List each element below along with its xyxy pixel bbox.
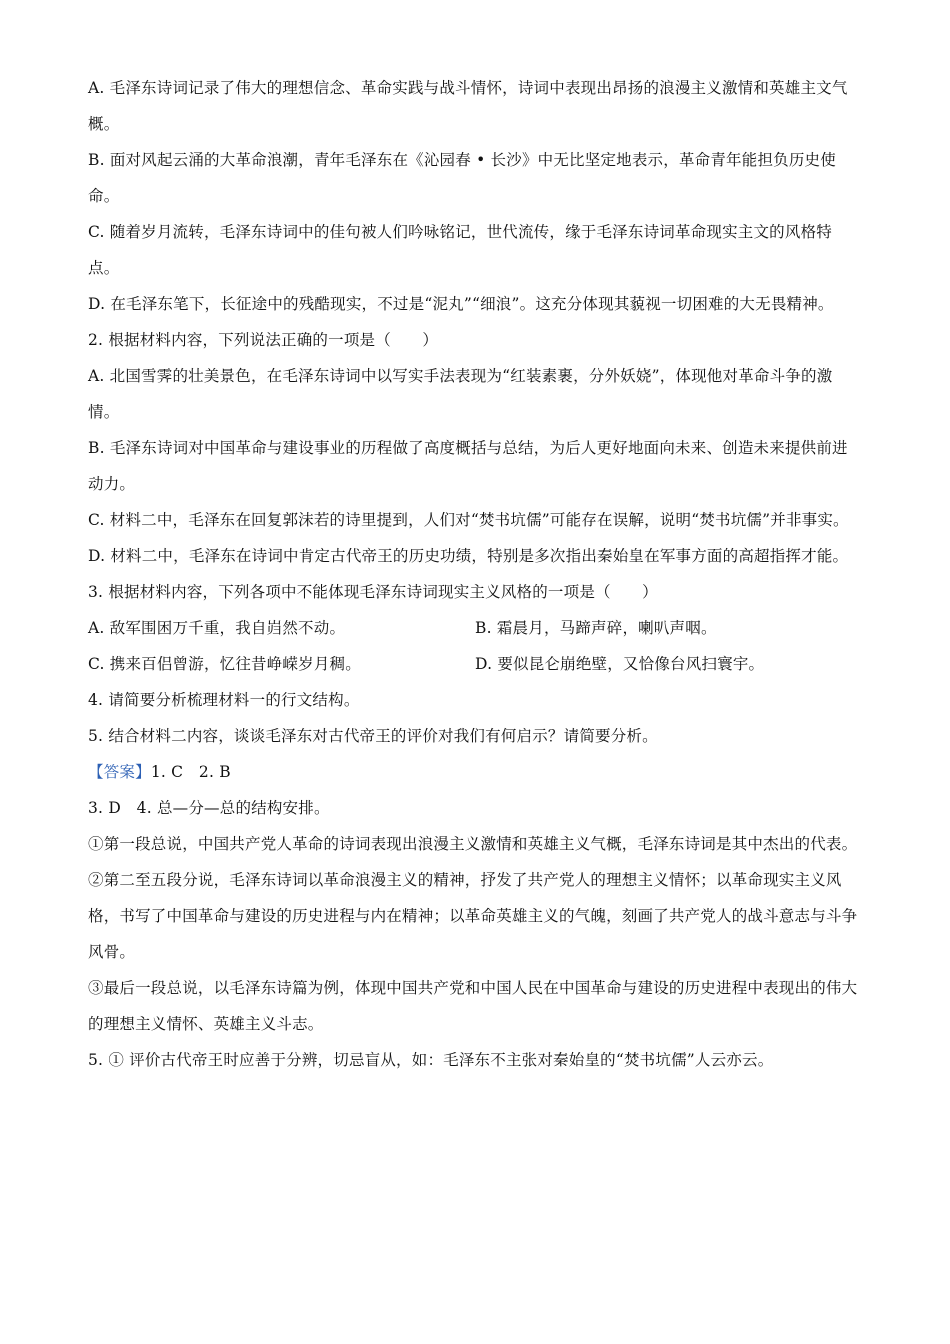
q2-option-b: B. 毛泽东诗词对中国革命与建设事业的历程做了高度概括与总结，为后人更好地面向未来、创造未来提供前进动力。 <box>88 439 848 493</box>
document-page <box>88 70 863 1078</box>
answer-line-2: 3. D 4. 总—分—总的结构安排。 <box>88 799 330 817</box>
answer-paragraph-3: ③最后一段总说，以毛泽东诗篇为例，体现中国共产党和中国人民在中国革命与建设的历史进程中表现出的伟大的理想主义情怀、英雄主义斗志。 <box>88 979 858 1033</box>
q3-option-b: B. 霜晨月，马蹄声碎，喇叭声咽。 <box>475 619 717 637</box>
q2-option-d: D. 材料二中，毛泽东在诗词中肯定古代帝王的历史功绩，特别是多次指出秦始皇在军事方面的高超指挥才能。 <box>88 547 849 565</box>
q3-options-row-1 <box>88 610 863 646</box>
q3-option-c: C. 携来百侣曾游，忆往昔峥嵘岁月稠。 <box>88 655 361 673</box>
q1-option-d: D. 在毛泽东笔下，长征途中的残酷现实，不过是“泥丸”“细浪”。这充分体现其藐视一切困难的大无畏精神。 <box>88 295 834 313</box>
q4-stem: 4. 请简要分析梳理材料一的行文结构。 <box>88 691 360 709</box>
q1-option-a: A. 毛泽东诗词记录了伟大的理想信念、革命实践与战斗情怀，诗词中表现出昂扬的浪漫主义激情和英雄主文气概。 <box>88 79 848 133</box>
q3-stem: 3. 根据材料内容，下列各项中不能体现毛泽东诗词现实主义风格的一项是（ ） <box>88 583 658 601</box>
q1-option-b: B. 面对风起云涌的大革命浪潮，青年毛泽东在《沁园春 • 长沙》中无比坚定地表示，革命青年能担负历史使命。 <box>88 151 836 205</box>
q5-stem: 5. 结合材料二内容，谈谈毛泽东对古代帝王的评价对我们有何启示？请简要分析。 <box>88 727 658 745</box>
answer-paragraph-1: ①第一段总说，中国共产党人革命的诗词表现出浪漫主义激情和英雄主义气概，毛泽东诗词是其中杰出的代表。 <box>88 835 858 853</box>
answer-choices-1-2: 1. C 2. B <box>150 763 231 781</box>
q2-stem: 2. 根据材料内容，下列说法正确的一项是（ ） <box>88 331 439 349</box>
answer-tag: 【答案】 <box>88 763 151 781</box>
q3-option-a: A. 敌军围困万千重，我自岿然不动。 <box>88 619 346 637</box>
q1-option-c: C. 随着岁月流转，毛泽东诗词中的佳句被人们吟咏铭记，世代流传，缘于毛泽东诗词革命现实主文的风格特点。 <box>88 223 832 277</box>
answer-paragraph-4: 5. ① 评价古代帝王时应善于分辨，切忌盲从，如：毛泽东不主张对秦始皇的“焚书坑儒”人云亦云。 <box>88 1051 774 1069</box>
answer-line-1 <box>88 754 863 790</box>
q2-option-c: C. 材料二中，毛泽东在回复郭沫若的诗里提到，人们对“焚书坑儒”可能存在误解，说明“焚书坑儒”并非事实。 <box>88 511 849 529</box>
answer-paragraph-2: ②第二至五段分说，毛泽东诗词以革命浪漫主义的精神，抒发了共产党人的理想主义情怀；以革命现实主义风格，书写了中国革命与建设的历史进程与内在精神；以革命英雄主义的气魄，刻画了共产党人的战斗意志与斗争风骨。 <box>88 871 858 961</box>
q2-option-a: A. 北国雪霁的壮美景色，在毛泽东诗词中以写实手法表现为“红装素裹，分外妖娆”，体现他对革命斗争的激情。 <box>88 367 833 421</box>
q3-option-d: D. 要似昆仑崩绝壁，又恰像台风扫寰宇。 <box>475 655 765 673</box>
q3-options-row-2 <box>88 646 863 682</box>
